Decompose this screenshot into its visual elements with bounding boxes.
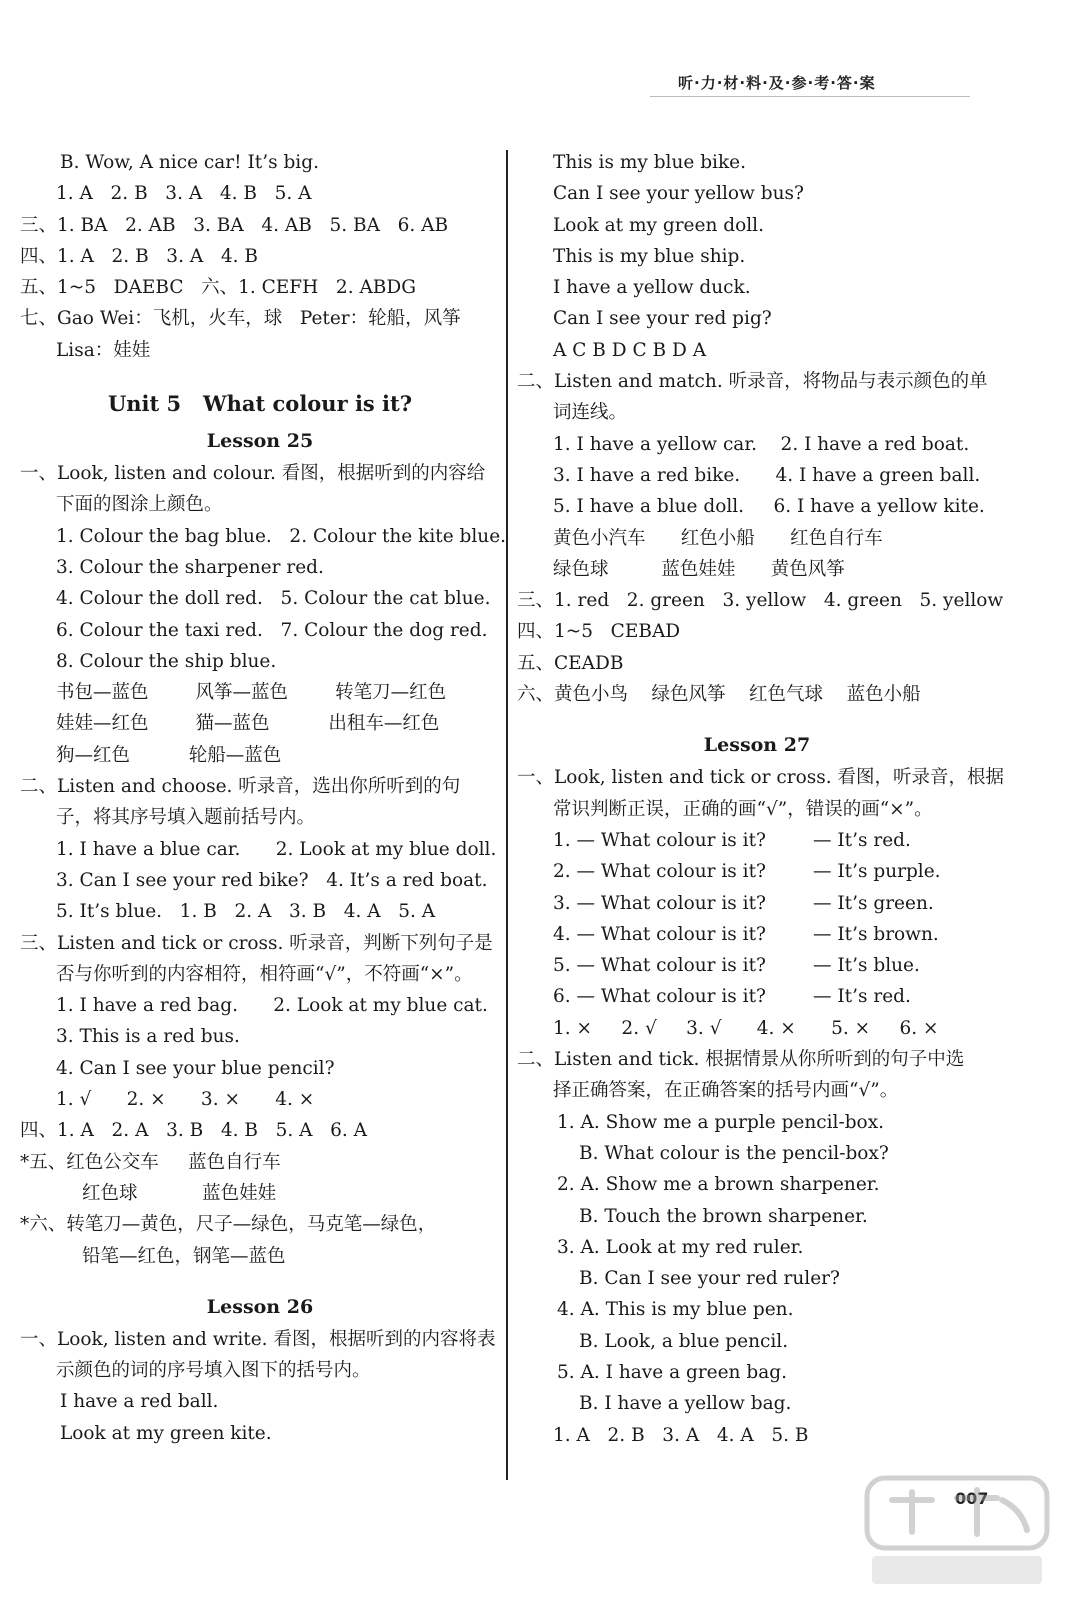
text-line: *六、转笔刀—黄色，尺子—绿色，马克笔—绿色，: [20, 1214, 437, 1236]
column-divider: [506, 150, 508, 1480]
text-line: [517, 710, 997, 728]
text-line: B. Look, a blue pencil.: [579, 1330, 789, 1352]
text-line: 下面的图涂上颜色。: [56, 494, 223, 516]
text-line: Unit 5 What colour is it?: [107, 391, 413, 417]
text-line: 1. √ 2. × 3. × 4. ×: [56, 1089, 315, 1111]
text-line: 4. — What colour is it? — It’s brown.: [553, 923, 939, 945]
text-line: Lesson 25: [206, 430, 314, 453]
text-line: [20, 1272, 500, 1290]
text-line: B. Can I see your red ruler?: [579, 1268, 840, 1290]
text-line: 否与你听到的内容相符，相符画“√”，不符画“×”。: [56, 963, 473, 985]
text-line: 5. — What colour is it? — It’s blue.: [553, 955, 920, 977]
text-line: 常识判断正误，正确的画“√”，错误的画“×”。: [553, 798, 933, 820]
text-line: 4. A. This is my blue pen.: [557, 1299, 794, 1321]
text-line: 示颜色的词的序号填入图下的括号内。: [56, 1360, 371, 1382]
text-line: 子，将其序号填入题前括号内。: [56, 807, 316, 829]
text-line: 1. I have a red bag. 2. Look at my blue cat.: [56, 995, 488, 1017]
text-line: Look at my green kite.: [60, 1422, 272, 1444]
text-line: B. Wow, A nice car! It’s big.: [60, 152, 319, 173]
text-line: 6. Colour the taxi red. 7. Colour the dog red.: [56, 619, 488, 641]
text-line: 择正确答案，在正确答案的括号内画“√”。: [553, 1080, 899, 1102]
text-line: Look at my green doll.: [553, 214, 764, 236]
running-header: 听·力·材·料·及·参·考·答·案: [678, 74, 876, 92]
text-line: 二、Listen and tick. 根据情景从你所听到的句子中选: [517, 1049, 965, 1071]
text-line: 五、1~5 DAEBC 六、1. CEFH 2. ABDG: [20, 277, 417, 299]
right-column: [517, 147, 1004, 1451]
text-line: 红色球 蓝色娃娃: [82, 1182, 277, 1204]
text-line: 一、Look, listen and write. 看图，根据听到的内容将表: [20, 1328, 496, 1350]
text-line: 3. A. Look at my red ruler.: [557, 1236, 804, 1258]
text-line: 3. Colour the sharpener red.: [56, 556, 324, 578]
text-line: 4. Can I see your blue pencil?: [56, 1057, 335, 1079]
text-line: 5. A. I have a green bag.: [557, 1361, 787, 1383]
text-line: 娃娃—红色 猫—蓝色 出租车—红色: [56, 713, 440, 735]
text-line: 4. Colour the doll red. 5. Colour the cat blue.: [56, 588, 491, 610]
text-line: 2. — What colour is it? — It’s purple.: [553, 861, 941, 883]
text-line: 铅笔—红色，钢笔—蓝色: [82, 1245, 286, 1267]
text-line: Can I see your yellow bus?: [553, 183, 804, 205]
text-line: 二、Listen and match. 听录音，将物品与表示颜色的单: [517, 371, 988, 393]
text-line: 1. × 2. √ 3. √ 4. × 5. × 6. ×: [553, 1017, 939, 1039]
text-line: 二、Listen and choose. 听录音，选出你所听到的句: [20, 776, 461, 798]
text-line: 6. — What colour is it? — It’s red.: [553, 986, 911, 1008]
text-line: *五、红色公交车 蓝色自行车: [20, 1151, 281, 1173]
text-line: 四、1. A 2. B 3. A 4. B: [20, 245, 258, 267]
text-line: I have a red ball.: [60, 1391, 219, 1413]
text-line: 1. A. Show me a purple pencil-box.: [557, 1111, 885, 1133]
text-line: 三、1. BA 2. AB 3. BA 4. AB 5. BA 6. AB: [20, 214, 449, 236]
text-line: Lesson 26: [206, 1295, 314, 1318]
text-line: 书包—蓝色 风筝—蓝色 转笔刀—红色: [56, 682, 447, 704]
page-number: 007: [955, 1489, 989, 1508]
text-line: Can I see your red pig?: [553, 308, 772, 330]
text-line: 5. It’s blue. 1. B 2. A 3. B 4. A 5. A: [56, 901, 436, 923]
text-line: B. What colour is the pencil-box?: [579, 1142, 889, 1164]
text-line: 1. — What colour is it? — It’s red.: [553, 829, 911, 851]
text-line: 3. — What colour is it? — It’s green.: [553, 892, 934, 914]
text-line: 三、1. red 2. green 3. yellow 4. green 5. yellow: [517, 590, 1004, 612]
text-line: 四、1~5 CEBAD: [517, 621, 681, 643]
text-line: 1. I have a yellow car. 2. I have a red boat.: [553, 433, 970, 455]
text-line: 五、CEADB: [517, 652, 624, 674]
text-line: A C B D C B D A: [553, 339, 707, 361]
text-line: Lisa：娃娃: [56, 339, 151, 361]
text-line: 3. Can I see your red bike? 4. It’s a red boat.: [56, 869, 488, 891]
text-line: 一、Look, listen and tick or cross. 看图，听录音，根据: [517, 767, 1004, 789]
text-line: This is my blue bike.: [553, 152, 747, 173]
text-line: 1. I have a blue car. 2. Look at my blue doll.: [56, 838, 497, 860]
text-line: 2. A. Show me a brown sharpener.: [557, 1174, 880, 1196]
watermark-logo: [862, 1470, 1052, 1590]
text-line: 四、1. A 2. A 3. B 4. B 5. A 6. A: [20, 1120, 368, 1142]
text-line: B. I have a yellow bag.: [579, 1393, 792, 1415]
text-line: 1. Colour the bag blue. 2. Colour the kite blue.: [56, 525, 507, 547]
text-line: 3. I have a red bike. 4. I have a green ball.: [553, 464, 981, 486]
text-line: 一、Look, listen and colour. 看图，根据听到的内容给: [20, 463, 486, 485]
text-line: [20, 366, 500, 384]
text-line: 1. A 2. B 3. A 4. A 5. B: [553, 1424, 809, 1446]
text-line: 3. This is a red bus.: [56, 1026, 240, 1048]
text-line: 狗—红色 轮船—蓝色: [56, 744, 282, 766]
text-line: 黄色小汽车 红色小船 红色自行车: [553, 527, 883, 549]
text-line: 5. I have a blue doll. 6. I have a yellow kite.: [553, 496, 985, 518]
text-line: 三、Listen and tick or cross. 听录音，判断下列句子是: [20, 932, 493, 954]
text-line: 1. A 2. B 3. A 4. B 5. A: [56, 183, 312, 205]
text-line: 8. Colour the ship blue.: [56, 650, 277, 672]
text-line: 词连线。: [553, 402, 628, 424]
text-line: This is my blue ship.: [553, 245, 746, 267]
text-line: I have a yellow duck.: [553, 277, 751, 299]
text-line: B. Touch the brown sharpener.: [579, 1205, 868, 1227]
text-line: 七、Gao Wei：飞机，火车，球 Peter：轮船，风筝: [20, 308, 461, 330]
header-rule: [650, 96, 970, 97]
text-line: 绿色球 蓝色娃娃 黄色风筝: [553, 558, 845, 580]
text-line: Lesson 27: [703, 734, 811, 757]
text-line: 六、黄色小鸟 绿色风筝 红色气球 蓝色小船: [517, 684, 921, 706]
left-column: [20, 147, 507, 1449]
